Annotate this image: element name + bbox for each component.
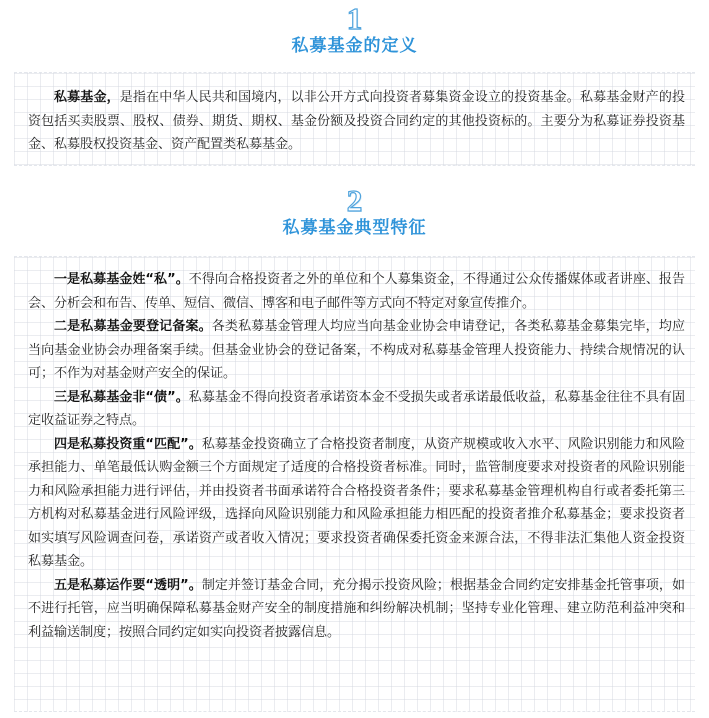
section-2-body <box>14 256 695 712</box>
section-2-title: 私募基金典型特征 <box>282 218 427 238</box>
feature-1-text: 不得向合格投资者之外的单位和个人募集资金，不得通过公众传播媒体或者讲座、报告会、分析会和布告、传单、短信、微信、博客和电子邮件等方式向不特定对象宣传推介。 <box>28 272 685 311</box>
definition-text: 是指在中华人民共和国境内，以非公开方式向投资者募集资金设立的投资基金。私募基金财产的投资包括买卖股票、股权、债券、期货、期权、基金份额及投资合同约定的其他投资标的。主要分为私募证券投资基金、私募股权投资基金、资产配置类私募基金。 <box>28 90 685 152</box>
feature-3-text: 私募基金不得向投资者承诺资本金不受损失或者承诺最低收益，私募基金往往不具有固定收益证券之特点。 <box>28 389 685 428</box>
feature-5-lead: 五是私募运作要“透明”。 <box>54 577 202 593</box>
definition-paragraph <box>28 86 685 157</box>
feature-paragraph-1 <box>28 268 685 315</box>
feature-4-lead: 四是私募投资重“匹配”。 <box>54 436 202 452</box>
section-1-header <box>0 1 709 57</box>
feature-paragraph-5 <box>28 574 685 645</box>
section-1-number: 1 <box>346 1 363 36</box>
feature-2-lead: 二是私募基金要登记备案。 <box>54 319 212 334</box>
feature-paragraph-4 <box>28 433 685 574</box>
feature-4-text: 私募基金投资确立了合格投资者制度，从资产规模或收入水平、风险识别能力和风险承担能力、单笔最低认购金额三个方面规定了适度的合格投资者标准。同时，监管制度要求对投资者的风险识别能力和风险承担能力进行评估，并由投资者书面承诺符合合格投资者条件；要求私募基金管理机构自行或者委托第三方机构对私募基金进行风险评级，选择向风险识别能力和风险承担能力相匹配的投资者推介私募基金；要求投资者如实填写风险调查问卷，承诺资产或者收入情况；要求投资者确保委托资金来源合法，不得非法汇集他人资金投资私募基金。 <box>28 436 685 569</box>
feature-1-lead: 一是私募基金姓“私”。 <box>54 272 189 287</box>
feature-2-text: 各类私募基金管理人均应当向基金业协会申请登记，各类私募基金募集完毕，均应当向基金业协会办理备案手续。但基金业协会的登记备案，不构成对私募基金管理人投资能力、持续合规情况的认可；不作为对基金财产安全的保证。 <box>28 319 685 381</box>
definition-lead: 私募基金， <box>54 90 120 105</box>
section-1-body <box>14 72 695 166</box>
feature-paragraph-3 <box>28 386 685 433</box>
section-1-title: 私募基金的定义 <box>291 36 418 56</box>
section-2-header <box>0 183 709 239</box>
section-2-number: 2 <box>346 183 363 218</box>
feature-paragraph-2 <box>28 315 685 386</box>
feature-3-lead: 三是私募基金非“债”。 <box>54 389 189 405</box>
feature-5-text: 制定并签订基金合同，充分揭示投资风险；根据基金合同约定安排基金托管事项，如不进行托管，应当明确保障私募基金财产安全的制度措施和纠纷解决机制；坚持专业化管理、建立防范利益冲突和利益输送制度；按照合同约定如实向投资者披露信息。 <box>28 577 685 640</box>
